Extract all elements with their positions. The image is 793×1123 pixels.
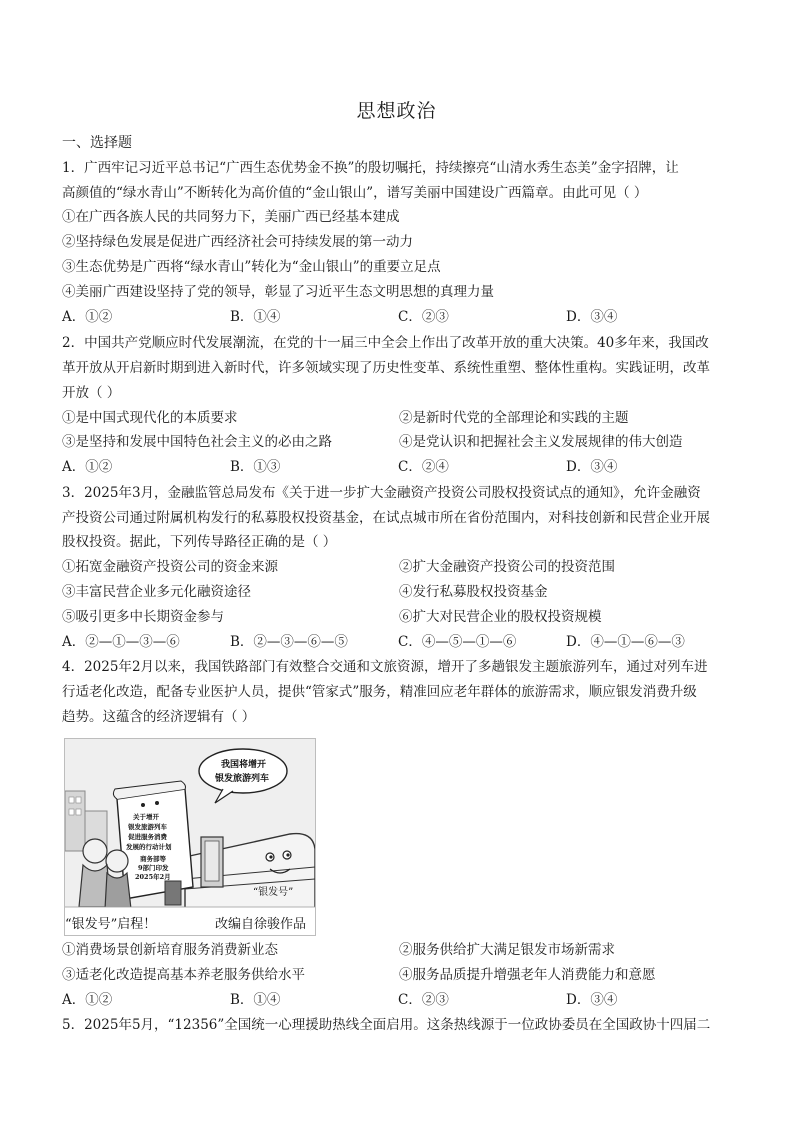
question-1-answer-row xyxy=(62,307,742,327)
page-title: 思想政治 xyxy=(356,100,437,122)
question-3-statement-1: ①拓宽金融资产投资公司的资金来源 xyxy=(62,559,278,575)
question-3-statement-row-1 xyxy=(62,557,742,577)
question-4-stem-line-2: 行适老化改造，配备专业医护人员，提供“管家式”服务，精准回应老年群体的旅游需求，顺应银发消费升级 xyxy=(62,684,697,700)
answer-choice-b[interactable]: B．①③ xyxy=(230,459,281,475)
question-2-stem-line-3: 开放（ ） xyxy=(62,385,121,401)
section-heading: 一、选择题 xyxy=(62,135,132,151)
question-2-statement-4: ④是党认识和把握社会主义发展规律的伟大创造 xyxy=(399,434,683,450)
question-1-stem-line-2: 高颜值的“绿水青山”不断转化为高价值的“金山银山”，谱写美丽中国建设广西篇章。由此可见（ ） xyxy=(62,185,648,201)
question-1-statement-2: ②坚持绿色发展是促进广西经济社会可持续发展的第一动力 xyxy=(62,234,413,250)
question-4-stem-line-1: 4．2025年2月以来，我国铁路部门有效整合交通和文旅资源，增开了多趟银发主题旅游列车，通过对列车进 xyxy=(62,659,708,675)
question-1-stem-line-1: 1．广西牢记习近平总书记“广西生态优势金不换”的殷切嘱托，持续擦亮“山清水秀生态美”金字招牌，让 xyxy=(62,160,679,176)
question-3-statement-row-3 xyxy=(62,607,742,627)
answer-choice-c[interactable]: C．②③ xyxy=(398,992,449,1008)
question-3-statement-2: ②扩大金融资产投资公司的投资范围 xyxy=(399,559,615,575)
question-2-statement-row-2 xyxy=(62,432,742,452)
train-name-label: “银发号” xyxy=(253,887,294,898)
answer-choice-d[interactable]: D．③④ xyxy=(566,309,618,325)
question-5-stem-line-1: 5．2025年5月，“12356”全国统一心理援助热线全面启用。这条热线源于一位政协委员在全国政协十四届二 xyxy=(62,1017,711,1033)
question-4-statement-4: ④服务品质提升增强老年人消费能力和意愿 xyxy=(399,967,656,983)
question-3-answer-row xyxy=(62,632,742,652)
figure-document-line-7: 2025年2月 xyxy=(135,873,171,881)
question-3-statement-4: ④发行私募股权投资基金 xyxy=(399,584,548,600)
question-1-statement-4: ④美丽广西建设坚持了党的领导，彰显了习近平生态文明思想的真理力量 xyxy=(62,284,494,300)
figure-document-line-2: 银发旅游列车 xyxy=(128,823,167,831)
question-3-statement-row-2 xyxy=(62,582,742,602)
answer-choice-c[interactable]: C．②④ xyxy=(398,459,449,475)
answer-choice-b[interactable]: B．①④ xyxy=(230,992,281,1008)
question-2-stem-line-2: 革开放从开启新时期到进入新时代，许多领域实现了历史性变革、系统性重塑、整体性重构。实践证明，改革 xyxy=(62,360,710,376)
answer-choice-b[interactable]: B．①④ xyxy=(230,309,281,325)
answer-choice-d[interactable]: D．④—①—⑥—③ xyxy=(566,634,685,650)
question-2-statement-2: ②是新时代党的全部理论和实践的主题 xyxy=(399,410,629,426)
figure-document-line-3: 促进服务消费 xyxy=(128,833,167,841)
question-4-stem-line-3: 趋势。这蕴含的经济逻辑有（ ） xyxy=(62,709,256,725)
answer-choice-d[interactable]: D．③④ xyxy=(566,992,618,1008)
question-3-stem-line-1: 3．2025年3月，金融监管总局发布《关于进一步扩大金融资产投资公司股权投资试点的通知》，允许金融资 xyxy=(62,485,701,501)
question-3-statement-5: ⑤吸引更多中长期资金参与 xyxy=(62,609,224,625)
bubble-line-2: 银发旅游列车 xyxy=(215,774,270,784)
question-2-statement-row-1 xyxy=(62,408,742,428)
question-4-statement-row-2 xyxy=(62,965,742,985)
figure-document-line-5: 商务部等 xyxy=(140,855,166,863)
question-2-statement-1: ①是中国式现代化的本质要求 xyxy=(62,410,238,426)
question-2-stem-line-1: 2．中国共产党顺应时代发展潮流，在党的十一届三中全会上作出了改革开放的重大决策。40多年来，我国改 xyxy=(62,335,709,351)
figure-document-line-4: 发展的行动计划 xyxy=(126,843,172,851)
question-1-statement-1: ①在广西各族人民的共同努力下，美丽广西已经基本建成 xyxy=(62,209,400,225)
question-4-statement-3: ③适老化改造提高基本养老服务供给水平 xyxy=(62,967,305,983)
bubble-line-1: 我国将增开 xyxy=(221,760,267,770)
question-2-answer-row xyxy=(62,457,742,477)
cartoon-illustration xyxy=(65,739,315,935)
question-3-statement-6: ⑥扩大对民营企业的股权投资规模 xyxy=(399,609,602,625)
question-4-statement-2: ②服务供给扩大满足银发市场新需求 xyxy=(399,942,615,958)
question-2-statement-3: ③是坚持和发展中国特色社会主义的必由之路 xyxy=(62,434,332,450)
figure-document-line-6: 9部门印发 xyxy=(138,864,169,872)
answer-choice-a[interactable]: A．②—①—③—⑥ xyxy=(62,634,180,650)
question-3-statement-3: ③丰富民营企业多元化融资途径 xyxy=(62,584,251,600)
question-4-statement-row-1 xyxy=(62,940,742,960)
question-4-statement-1: ①消费场景创新培育服务消费新业态 xyxy=(62,942,278,958)
cartoon-figure xyxy=(64,738,316,936)
answer-choice-a[interactable]: A．①② xyxy=(62,309,113,325)
answer-choice-a[interactable]: A．①② xyxy=(62,459,113,475)
question-4-answer-row xyxy=(62,990,742,1010)
figure-document-line-1: 关于增开 xyxy=(133,813,159,821)
answer-choice-c[interactable]: C．④—⑤—①—⑥ xyxy=(398,634,517,650)
question-3-stem-line-3: 股权投资。据此，下列传导路径正确的是（ ） xyxy=(62,534,337,550)
question-1-statement-3: ③生态优势是广西将“绿水青山”转化为“金山银山”的重要立足点 xyxy=(62,259,441,275)
answer-choice-b[interactable]: B．②—③—⑥—⑤ xyxy=(230,634,348,650)
answer-choice-a[interactable]: A．①② xyxy=(62,992,113,1008)
figure-caption-title: “银发号”启程！ xyxy=(65,917,157,932)
answer-choice-c[interactable]: C．②③ xyxy=(398,309,449,325)
answer-choice-d[interactable]: D．③④ xyxy=(566,459,618,475)
figure-caption-credit: 改编自徐骏作品 xyxy=(215,917,307,932)
question-3-stem-line-2: 产投资公司通过附属机构发行的私募股权投资基金，在试点城市所在省份范围内，对科技创新和民营企业开展 xyxy=(62,510,710,526)
